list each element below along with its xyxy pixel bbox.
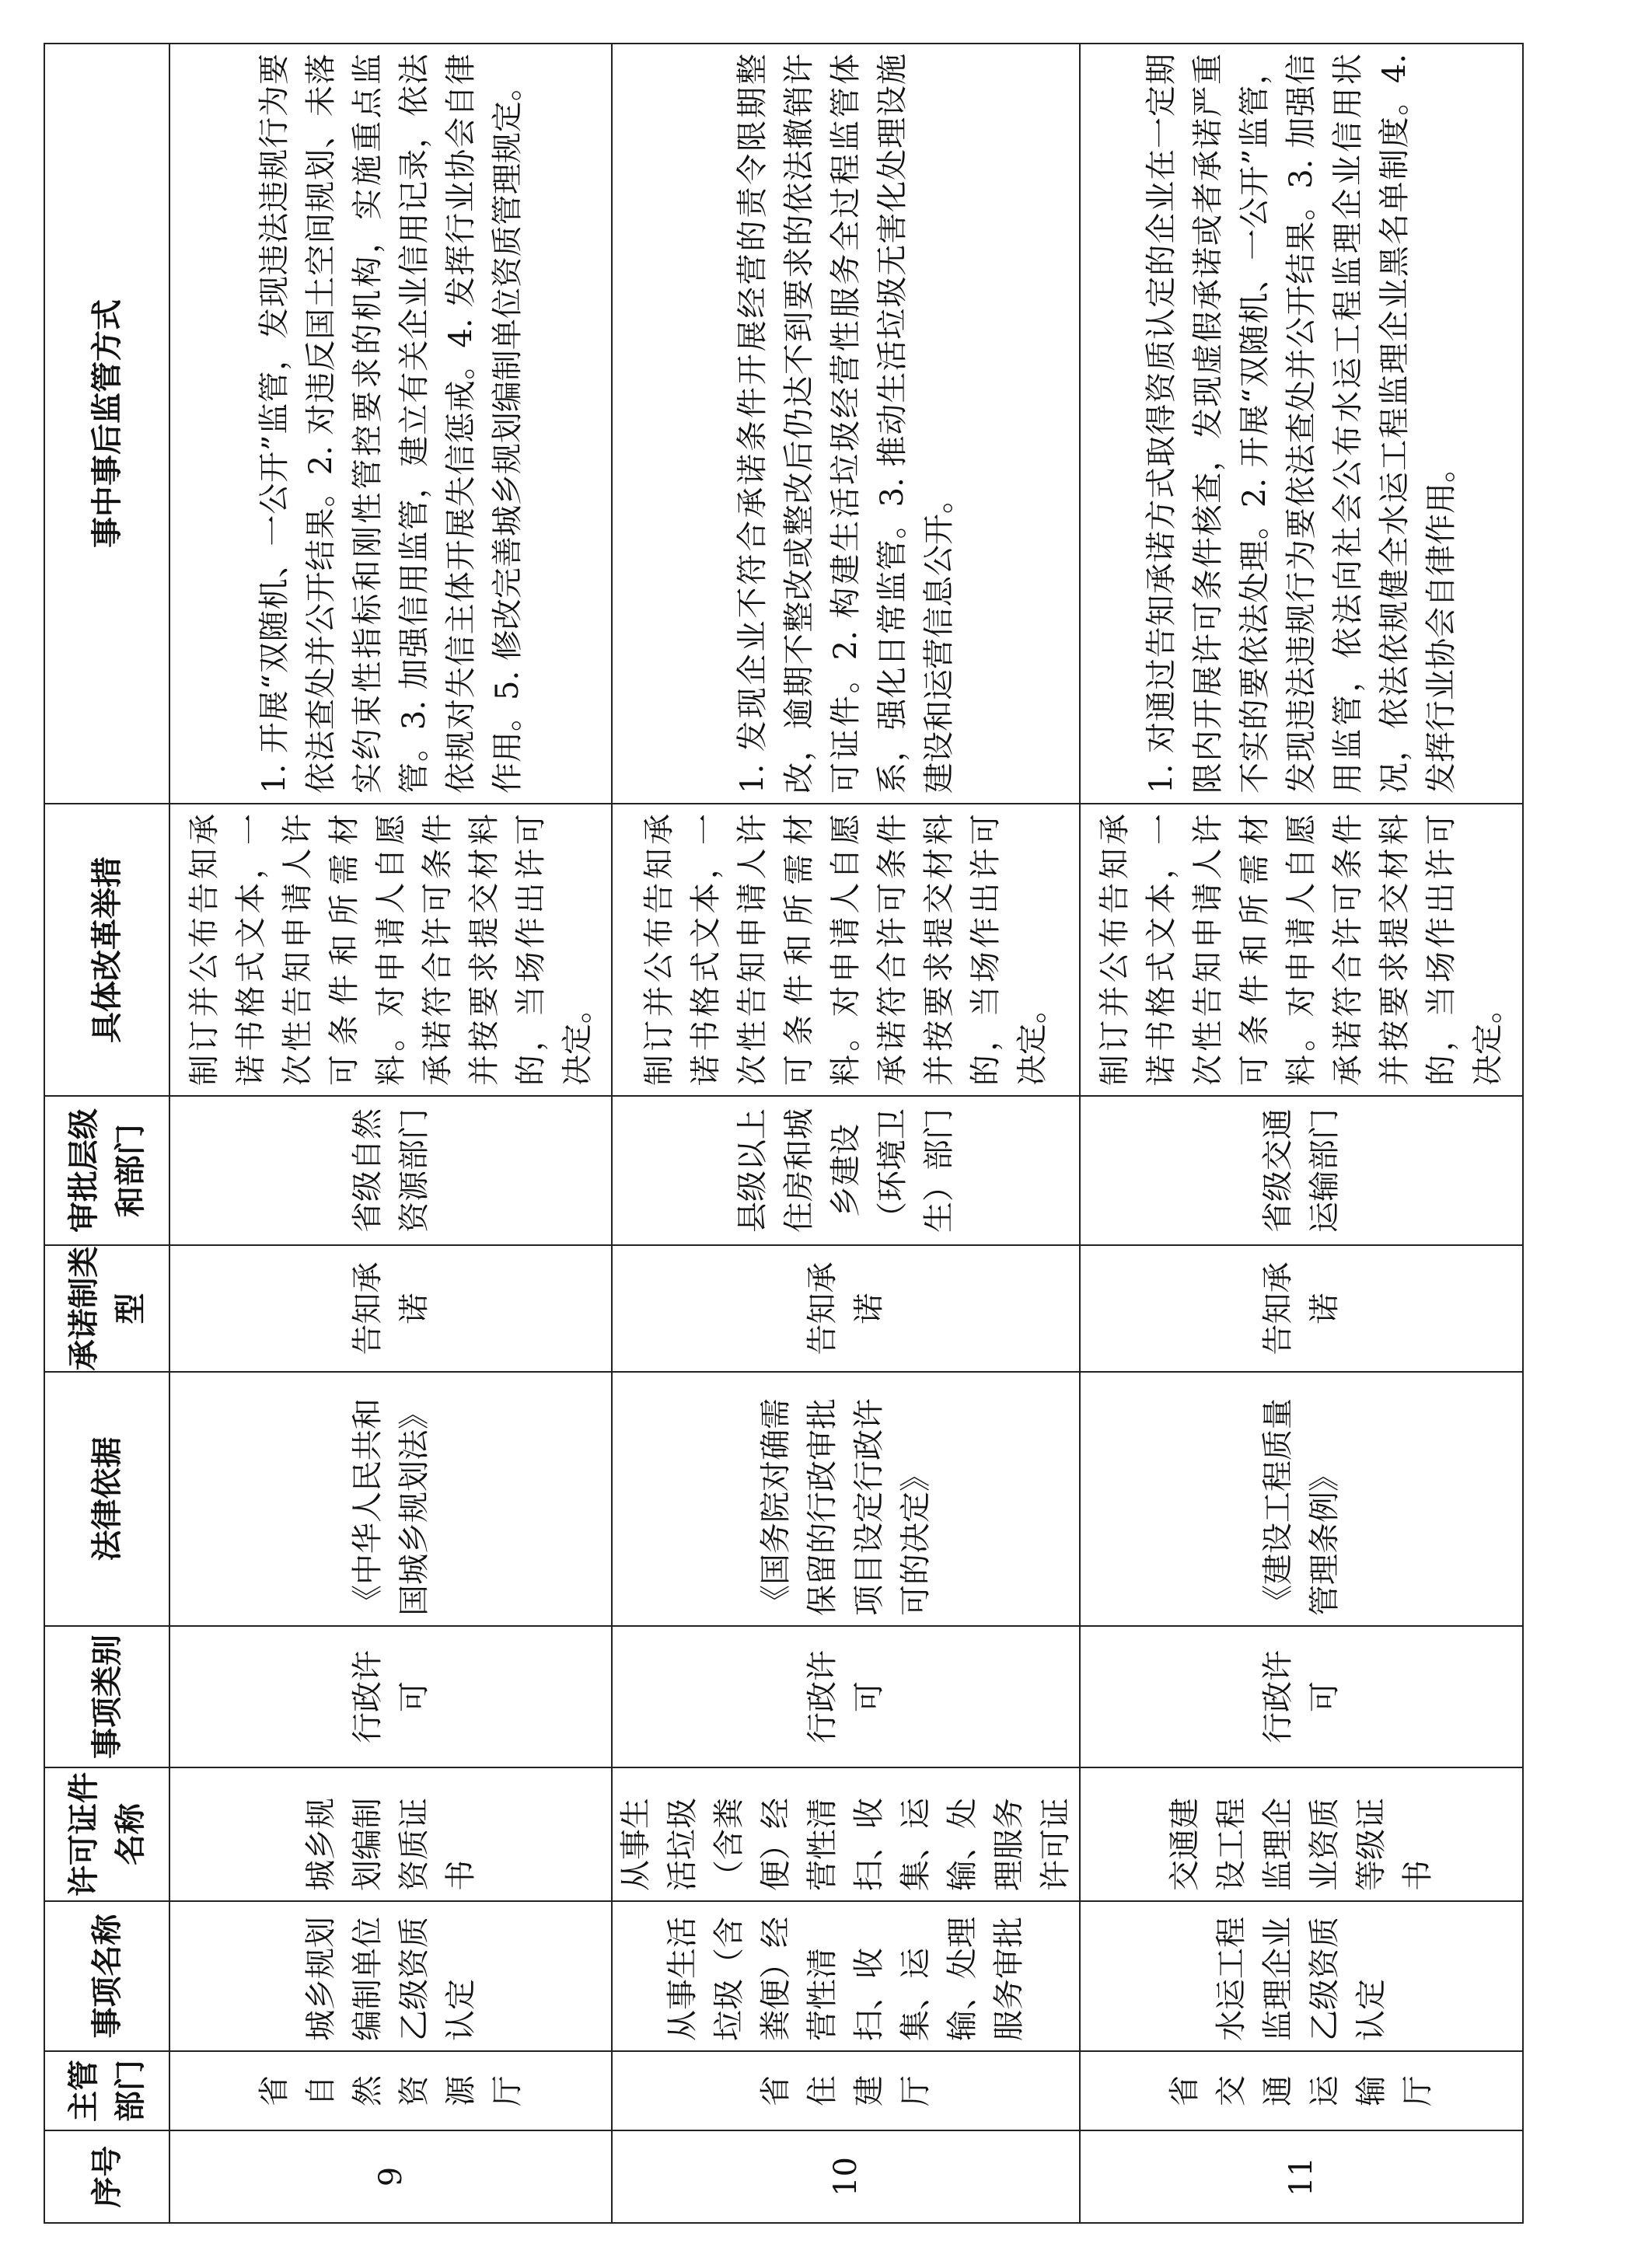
cell-seq: 11 [1080, 2130, 1523, 2223]
cell-measures: 制订并公布告知承诺书格式文本，一次性告知申请人许可条件和所需材料。对申请人自愿承诺符合许可条件并按要求提交材料的，当场作出许可决定。 [612, 804, 1080, 1096]
cell-legal-basis: 《中华人民共和国城乡规划法》 [169, 1372, 612, 1626]
cell-legal-basis: 《国务院对确需保留的行政审批项目设定行政许可的决定》 [612, 1372, 1080, 1626]
table-row [1080, 44, 1523, 2223]
cell-commit-type: 告知承诺 [612, 1245, 1080, 1372]
header-legal-basis: 法律依据 [44, 1372, 169, 1626]
cell-dept: 省自然资源厅 [169, 2051, 612, 2130]
cell-supervision: 1. 发现企业不符合承诺条件开展经营的责令限期整改，逾期不整改或整改后仍达不到要求的依法撤销许可证件。2. 构建生活垃圾经营性服务全过程监管体系，强化日常监管。3. 推动生活垃圾无害化处理设施建设和运营信息公开。 [612, 44, 1080, 804]
cell-supervision: 1. 开展“双随机、一公开”监管，发现违法违规行为要依法查处并公开结果。2. 对违反国土空间规划、未落实约束性指标和刚性管控要求的机构，实施重点监管。3. 加强信用监管，建立有关企业信用记录，依法依规对失信主体开展失信惩戒。4. 发挥行业协会自律作用。5. 修改完善城乡规划编制单位资质管理规定。 [169, 44, 612, 804]
header-item-name: 事项名称 [44, 1901, 169, 2051]
cell-commit-type: 告知承诺 [169, 1245, 612, 1372]
cell-license-name: 交通建设工程监理企业资质等级证书 [1080, 1767, 1523, 1901]
header-seq: 序号 [44, 2130, 169, 2223]
cell-supervision: 1. 对通过告知承诺方式取得资质认定的企业在一定期限内开展许可条件核查，发现虚假承诺或者承诺严重不实的要依法处理。2. 开展“双随机、一公开”监管，发现违法违规行为要依法查处并公开结果。3. 加强信用监管，依法向社会公布水运工程监理企业信用状况，依法依规健全水运工程监理企业黑名单制度。4. 发挥行业协会自律作用。 [1080, 44, 1523, 804]
header-dept: 主管部门 [44, 2051, 169, 2130]
cell-seq: 9 [169, 2130, 612, 2223]
cell-license-name: 从事生活垃圾（含粪便）经营性清扫、收集、运输、处理服务许可证 [612, 1767, 1080, 1901]
cell-category: 行政许可 [1080, 1626, 1523, 1767]
header-approval-level: 审批层级和部门 [44, 1096, 169, 1245]
cell-measures: 制订并公布告知承诺书格式文本，一次性告知申请人许可条件和所需材料。对申请人自愿承诺符合许可条件并按要求提交材料的，当场作出许可决定。 [169, 804, 612, 1096]
cell-approval-level: 省级交通运输部门 [1080, 1096, 1523, 1245]
cell-approval-level: 省级自然资源部门 [169, 1096, 612, 1245]
cell-legal-basis: 《建设工程质量管理条例》 [1080, 1372, 1523, 1626]
cell-measures: 制订并公布告知承诺书格式文本，一次性告知申请人许可条件和所需材料。对申请人自愿承诺符合许可条件并按要求提交材料的，当场作出许可决定。 [1080, 804, 1523, 1096]
cell-license-name: 城乡规划编制资质证书 [169, 1767, 612, 1901]
cell-item-name: 从事生活垃圾（含粪便）经营性清扫、收集、运输、处理服务审批 [612, 1901, 1080, 2051]
cell-commit-type: 告知承诺 [1080, 1245, 1523, 1372]
header-commit-type: 承诺制类型 [44, 1245, 169, 1372]
cell-dept: 省住建厅 [612, 2051, 1080, 2130]
cell-item-name: 城乡规划编制单位乙级资质认定 [169, 1901, 612, 2051]
table-row [169, 44, 612, 2223]
cell-category: 行政许可 [612, 1626, 1080, 1767]
cell-item-name: 水运工程监理企业乙级资质认定 [1080, 1901, 1523, 2051]
table-row [612, 44, 1080, 2223]
cell-dept: 省交通运输厅 [1080, 2051, 1523, 2130]
header-category: 事项类别 [44, 1626, 169, 1767]
header-measures: 具体改革举措 [44, 804, 169, 1096]
header-supervision: 事中事后监管方式 [44, 44, 169, 804]
cell-seq: 10 [612, 2130, 1080, 2223]
header-row [44, 44, 169, 2223]
header-license-name: 许可证件名称 [44, 1767, 169, 1901]
reform-table [44, 43, 1524, 2224]
cell-approval-level: 县级以上住房和城乡建设（环境卫生）部门 [612, 1096, 1080, 1245]
cell-category: 行政许可 [169, 1626, 612, 1767]
